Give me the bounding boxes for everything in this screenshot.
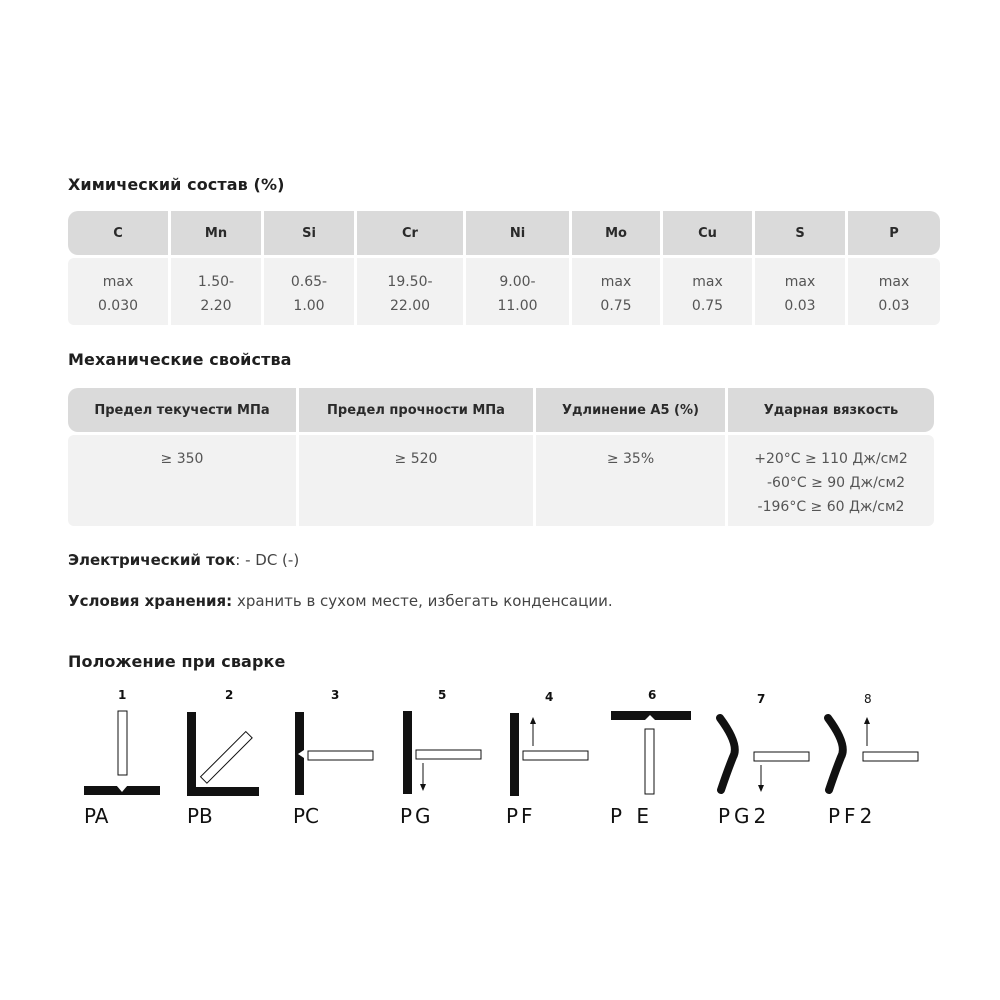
position-number: 5 bbox=[438, 688, 447, 702]
value-tensile-strength: ≥ 520 bbox=[299, 435, 533, 526]
value-p: max 0.03 bbox=[848, 258, 940, 325]
impact-line: -60°С ≥ 90 Дж/см2 bbox=[767, 475, 905, 491]
position-number: 8 bbox=[864, 692, 872, 706]
position-pf bbox=[506, 690, 588, 828]
header-c: C bbox=[68, 211, 168, 255]
electrode-icon bbox=[523, 751, 588, 760]
header-p: P bbox=[848, 211, 940, 255]
position-pe bbox=[610, 688, 691, 828]
pipe-wall-icon bbox=[720, 718, 735, 790]
position-code: PG bbox=[400, 804, 434, 828]
position-code: PB bbox=[187, 804, 213, 828]
position-number: 1 bbox=[118, 688, 127, 702]
impact-line: +20°С ≥ 110 Дж/см2 bbox=[754, 451, 908, 467]
value-si: 0.65- 1.00 bbox=[264, 258, 354, 325]
value-mo: max 0.75 bbox=[572, 258, 660, 325]
chemical-composition-table bbox=[68, 211, 934, 325]
electrode-icon bbox=[754, 752, 809, 761]
electrode-icon bbox=[201, 732, 253, 784]
electrode-icon bbox=[863, 752, 918, 761]
position-code: P E bbox=[610, 804, 654, 828]
header-cr: Cr bbox=[357, 211, 463, 255]
chemical-composition-title: Химический состав (%) bbox=[68, 175, 285, 194]
header-elongation: Удлинение A5 (%) bbox=[536, 388, 725, 432]
position-pa bbox=[84, 688, 160, 828]
position-number: 7 bbox=[757, 692, 766, 706]
value-cu: max 0.75 bbox=[663, 258, 752, 325]
table-row bbox=[68, 258, 940, 325]
header-mo: Mo bbox=[572, 211, 660, 255]
header-yield-strength: Предел текучести МПа bbox=[68, 388, 296, 432]
header-tensile-strength: Предел прочности МПа bbox=[299, 388, 533, 432]
storage-value: хранить в сухом месте, избегать конденсации. bbox=[232, 592, 613, 610]
pipe-wall-icon bbox=[828, 718, 843, 790]
header-impact-toughness: Ударная вязкость bbox=[728, 388, 934, 432]
position-pg2 bbox=[718, 692, 809, 828]
current-info bbox=[68, 551, 299, 569]
table-row bbox=[68, 435, 934, 526]
header-mn: Mn bbox=[171, 211, 261, 255]
impact-line: -196°С ≥ 60 Дж/см2 bbox=[757, 499, 905, 515]
value-ni: 9.00- 11.00 bbox=[466, 258, 569, 325]
header-s: S bbox=[755, 211, 845, 255]
value-yield-strength: ≥ 350 bbox=[68, 435, 296, 526]
electrode-icon bbox=[118, 711, 127, 775]
position-number: 2 bbox=[225, 688, 234, 702]
position-number: 3 bbox=[331, 688, 340, 702]
position-code: PF2 bbox=[828, 804, 877, 828]
position-pb bbox=[187, 688, 259, 828]
value-cr: 19.50- 22.00 bbox=[357, 258, 463, 325]
current-label: Электрический ток bbox=[68, 551, 236, 569]
position-code: PA bbox=[84, 804, 109, 828]
header-si: Si bbox=[264, 211, 354, 255]
position-number: 6 bbox=[648, 688, 657, 702]
position-pc bbox=[293, 688, 373, 828]
electrode-icon bbox=[416, 750, 481, 759]
vertical-plate-icon bbox=[403, 711, 412, 794]
table-header-row bbox=[68, 388, 934, 432]
header-ni: Ni bbox=[466, 211, 569, 255]
position-code: PC bbox=[293, 804, 320, 828]
position-pf2 bbox=[828, 692, 918, 828]
storage-label: Условия хранения: bbox=[68, 592, 233, 610]
electrode-icon bbox=[308, 751, 373, 760]
position-code: PG2 bbox=[718, 804, 771, 828]
mechanical-properties-title: Механические свойства bbox=[68, 350, 292, 369]
value-elongation: ≥ 35% bbox=[536, 435, 725, 526]
vertical-plate-icon bbox=[510, 713, 519, 796]
welding-positions-diagram bbox=[0, 680, 1000, 840]
electrode-icon bbox=[645, 729, 654, 794]
position-number: 4 bbox=[545, 690, 554, 704]
welding-positions-title: Положение при сварке bbox=[68, 652, 286, 671]
value-mn: 1.50- 2.20 bbox=[171, 258, 261, 325]
current-value: : - DC (-) bbox=[235, 551, 300, 569]
table-header-row bbox=[68, 211, 940, 255]
position-pg bbox=[400, 688, 481, 828]
position-code: PF bbox=[506, 804, 536, 828]
mechanical-properties-table bbox=[68, 388, 934, 526]
value-impact-toughness bbox=[728, 435, 934, 526]
storage-info bbox=[68, 592, 613, 610]
header-cu: Cu bbox=[663, 211, 752, 255]
value-c: max 0.030 bbox=[68, 258, 168, 325]
value-s: max 0.03 bbox=[755, 258, 845, 325]
